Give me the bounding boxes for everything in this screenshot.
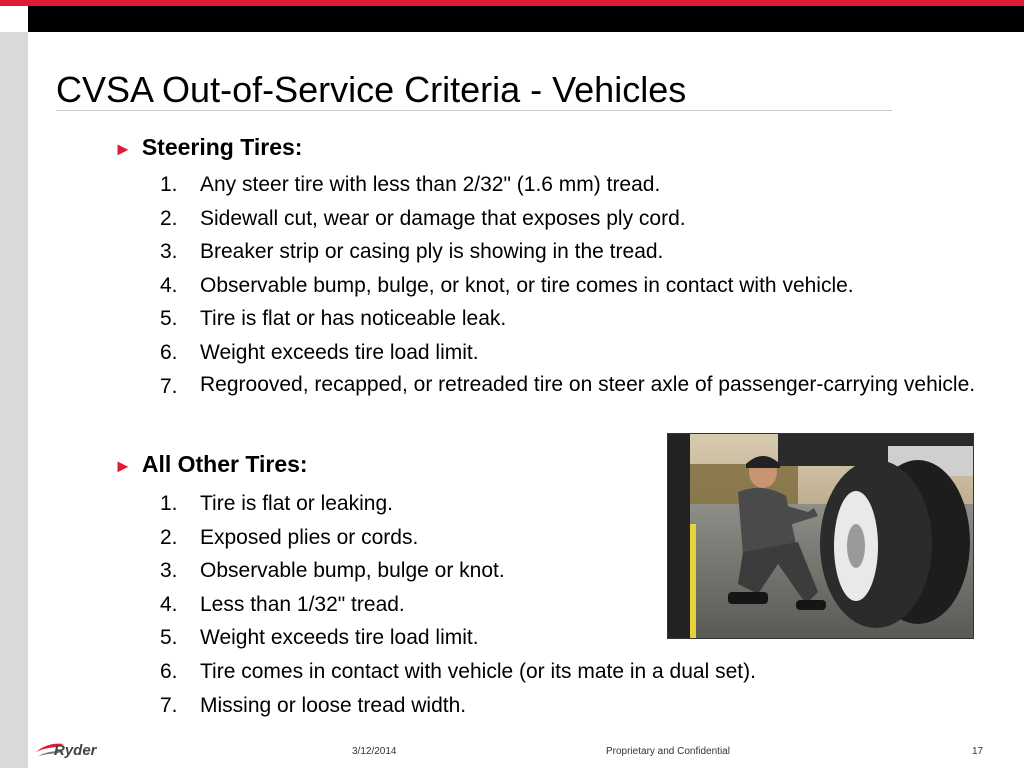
page-number: 17 [972, 746, 984, 757]
list-item [160, 336, 1010, 370]
steering-heading-label: Steering Tires: [141, 134, 303, 160]
item-text: Sidewall cut, wear or damage that exposes ply cord. [200, 206, 686, 230]
item-text: Weight exceeds tire load limit. [200, 340, 479, 364]
door-frame [668, 434, 690, 638]
list-item [160, 235, 1010, 269]
item-text: Less than 1/32" tread. [200, 592, 405, 616]
ryder-logo [34, 738, 114, 764]
item-number: 1. [160, 173, 178, 196]
top-black-band [28, 6, 1024, 32]
item-number: 5. [160, 307, 178, 331]
bullet-arrow-icon: ► [114, 456, 132, 476]
bullet-arrow-icon: ► [114, 139, 132, 159]
footer-date: 3/12/2014 [352, 746, 397, 757]
item-number: 7. [160, 693, 178, 717]
item-text: Tire is flat or has noticeable leak. [200, 307, 507, 331]
item-text: Regrooved, recapped, or retreaded tire on steer axle of passenger-carrying vehicle. [200, 372, 976, 396]
list-item [160, 269, 1010, 303]
other-heading-colon: : [299, 451, 308, 477]
item-number: 6. [160, 340, 178, 364]
item-number: 3. [160, 559, 178, 583]
item-number: 1. [160, 492, 178, 515]
item-text: Weight exceeds tire load limit. [200, 626, 479, 650]
item-text: Missing or loose tread width. [200, 693, 467, 717]
floor-stripe [690, 524, 696, 638]
list-item [160, 689, 920, 723]
item-number: 5. [160, 626, 178, 650]
list-item [160, 168, 1010, 202]
item-text: Tire is flat or leaking. [200, 492, 393, 515]
item-text: Observable bump, bulge, or knot, or tire comes in contact with vehicle. [200, 273, 854, 297]
item-number: 2. [160, 206, 178, 230]
list-item [160, 370, 1000, 400]
dual-tires [820, 460, 970, 628]
item-text: Any steer tire with less than 2/32" (1.6 mm) tread. [200, 173, 661, 196]
item-number: 7. [160, 374, 178, 398]
list-item [160, 202, 1010, 236]
item-number: 6. [160, 659, 178, 683]
tire-inspection-illustration [668, 434, 973, 638]
other-tires-heading [114, 449, 308, 481]
item-text: Tire comes in contact with vehicle (or its mate in a dual set). [200, 659, 756, 683]
list-item [160, 655, 960, 689]
steering-list [160, 168, 1010, 400]
item-number: 4. [160, 592, 178, 616]
tire-inspection-photo [667, 433, 974, 639]
item-number: 3. [160, 240, 178, 264]
item-text: Exposed plies or cords. [200, 525, 419, 549]
left-gray-bar [0, 32, 28, 768]
list-item [160, 302, 1010, 336]
footer-confidential: Proprietary and Confidential [606, 746, 730, 757]
ryder-logo-text: Ryder [54, 742, 97, 759]
slide-title: CVSA Out-of-Service Criteria - Vehicles [56, 69, 687, 110]
other-heading-label: All Other Tires [141, 451, 300, 477]
item-text: Breaker strip or casing ply is showing in the tread. [200, 240, 664, 264]
title-divider [56, 110, 892, 111]
item-text: Observable bump, bulge or knot. [200, 559, 505, 583]
item-number: 2. [160, 525, 178, 549]
item-number: 4. [160, 273, 178, 297]
steering-heading [114, 132, 302, 164]
